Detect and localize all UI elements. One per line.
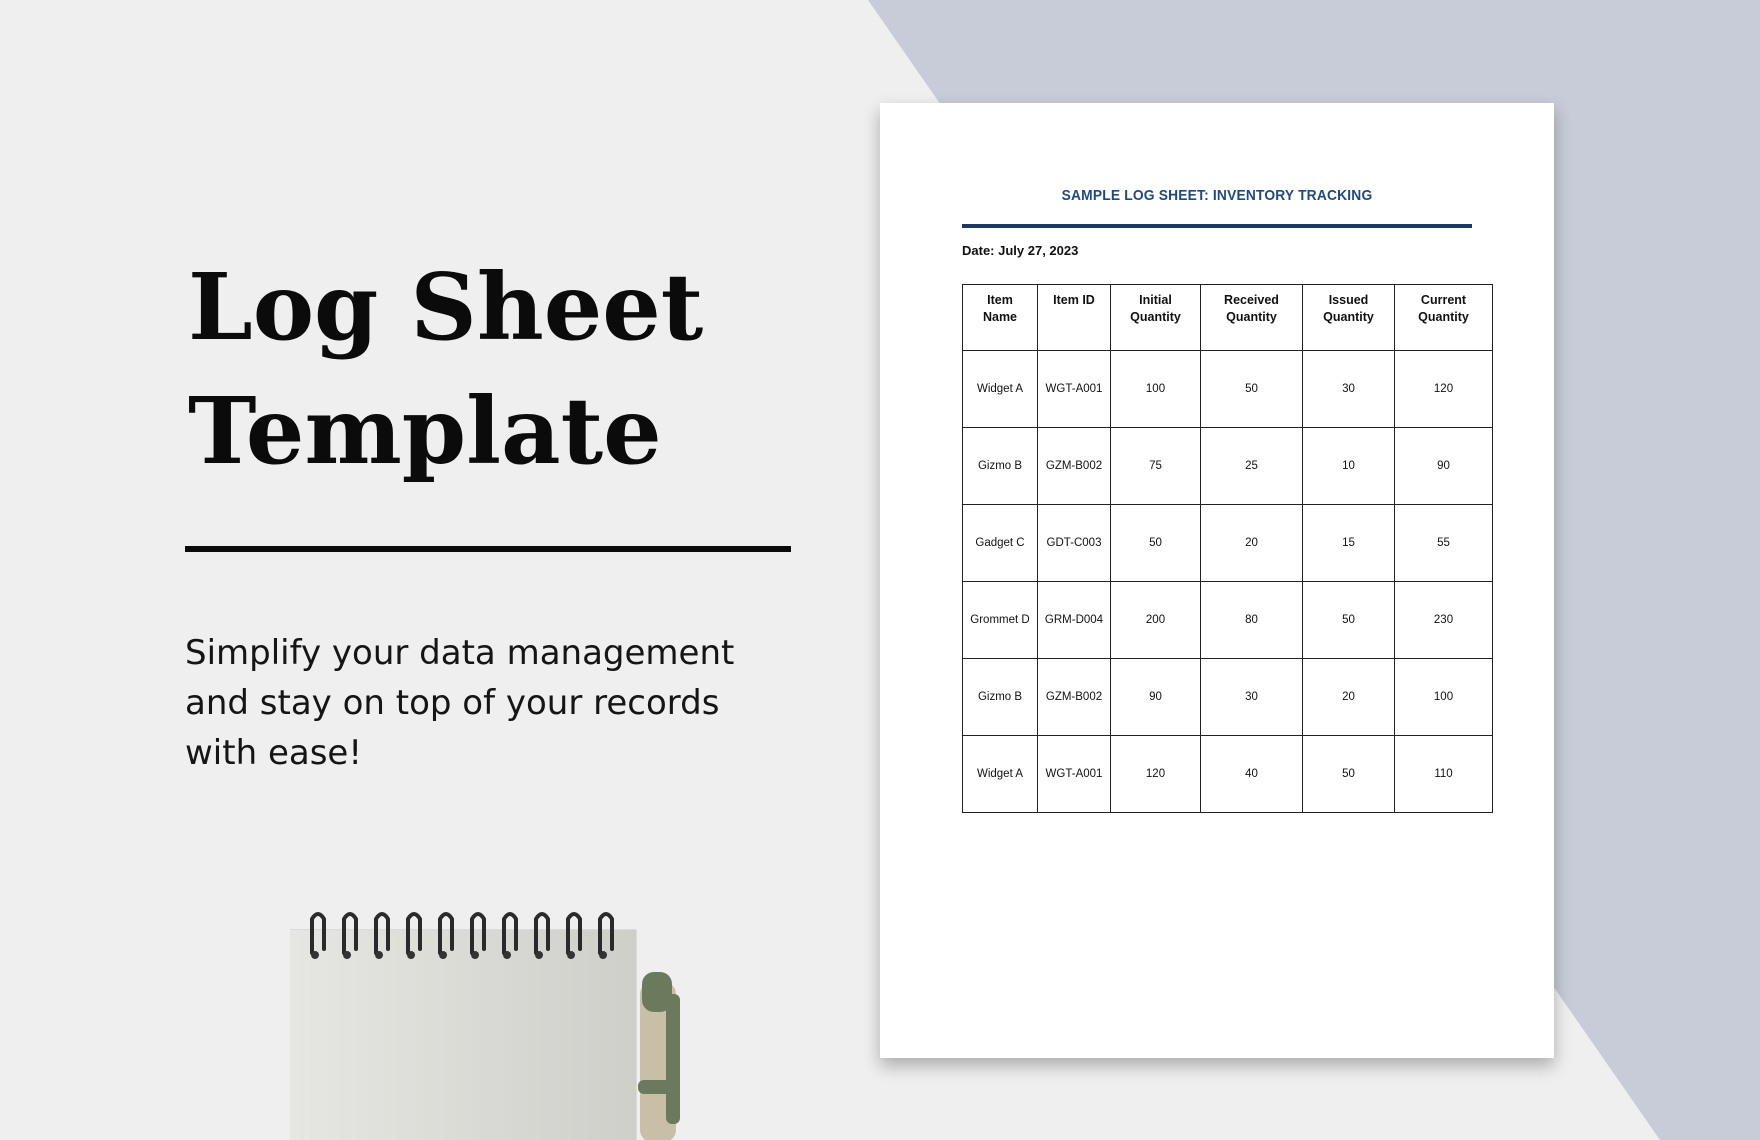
table-cell: 20 <box>1303 659 1395 736</box>
sheet-date: Date: July 27, 2023 <box>962 243 1079 258</box>
table-cell: Grommet D <box>963 582 1038 659</box>
column-header-text: Item ID <box>1053 293 1095 307</box>
table-cell: 90 <box>1111 659 1201 736</box>
pen-image <box>632 972 690 1140</box>
table-cell: GRM-D004 <box>1038 582 1111 659</box>
table-cell: 120 <box>1111 736 1201 813</box>
column-header-text: Received <box>1224 293 1279 307</box>
table-cell: 55 <box>1395 505 1493 582</box>
table-cell: 75 <box>1111 428 1201 505</box>
table-row <box>963 428 1493 505</box>
table-cell: 15 <box>1303 505 1395 582</box>
table-header-row <box>963 285 1493 351</box>
hero-title-line-1: Log Sheet <box>188 253 704 361</box>
table-cell: 40 <box>1201 736 1303 813</box>
sheet-title: SAMPLE LOG SHEET: INVENTORY TRACKING <box>1061 187 1373 204</box>
table-cell: 50 <box>1303 736 1395 813</box>
column-header-text: Current <box>1420 293 1467 307</box>
table-row <box>963 736 1493 813</box>
table-cell: 200 <box>1111 582 1201 659</box>
table-cell: GDT-C003 <box>1038 505 1111 582</box>
table-cell: WGT-A001 <box>1038 351 1111 428</box>
column-header <box>1303 285 1395 351</box>
table-cell: 120 <box>1395 351 1493 428</box>
column-header <box>1201 285 1303 351</box>
table-cell: 10 <box>1303 428 1395 505</box>
hero-divider <box>185 546 791 552</box>
table-cell: 110 <box>1395 736 1493 813</box>
table-cell: 50 <box>1111 505 1201 582</box>
table-cell: 25 <box>1201 428 1303 505</box>
log-sheet-document <box>880 103 1554 1058</box>
inventory-table <box>962 284 1493 813</box>
spiral-notebook-image <box>290 905 640 1140</box>
table-cell: Gadget C <box>963 505 1038 582</box>
table-cell: 30 <box>1303 351 1395 428</box>
table-row <box>963 351 1493 428</box>
column-header-text: Quantity <box>1418 310 1469 324</box>
column-header-text: Quantity <box>1130 310 1181 324</box>
sheet-title-divider <box>962 224 1472 228</box>
table-row <box>963 659 1493 736</box>
table-cell: GZM-B002 <box>1038 659 1111 736</box>
column-header <box>963 285 1038 351</box>
table-cell: 80 <box>1201 582 1303 659</box>
hero-title <box>188 245 703 493</box>
table-cell: 90 <box>1395 428 1493 505</box>
table-cell: GZM-B002 <box>1038 428 1111 505</box>
table-cell: Gizmo B <box>963 659 1038 736</box>
column-header <box>1111 285 1201 351</box>
hero-title-line-2: Template <box>188 377 662 485</box>
table-row <box>963 582 1493 659</box>
table-header <box>963 285 1493 351</box>
table-cell: Widget A <box>963 351 1038 428</box>
table-cell: Gizmo B <box>963 428 1038 505</box>
table-cell: 230 <box>1395 582 1493 659</box>
column-header <box>1038 285 1111 351</box>
column-header-text: Name <box>982 310 1018 324</box>
column-header <box>1395 285 1493 351</box>
table-cell: Widget A <box>963 736 1038 813</box>
table-cell: 50 <box>1303 582 1395 659</box>
table-row <box>963 505 1493 582</box>
table-cell: WGT-A001 <box>1038 736 1111 813</box>
table-cell: 20 <box>1201 505 1303 582</box>
column-header-text: Item <box>987 293 1013 307</box>
table-cell: 50 <box>1201 351 1303 428</box>
column-header-text: Initial <box>1139 293 1172 307</box>
column-header-text: Quantity <box>1323 310 1374 324</box>
table-cell: 100 <box>1111 351 1201 428</box>
column-header-text: Quantity <box>1226 310 1277 324</box>
column-header-text: Issued <box>1328 293 1369 307</box>
table-cell: 100 <box>1395 659 1493 736</box>
table-cell: 30 <box>1201 659 1303 736</box>
hero-tagline: Simplify your data management and stay on top of your records with ease! <box>185 633 735 773</box>
table-body <box>963 351 1493 813</box>
